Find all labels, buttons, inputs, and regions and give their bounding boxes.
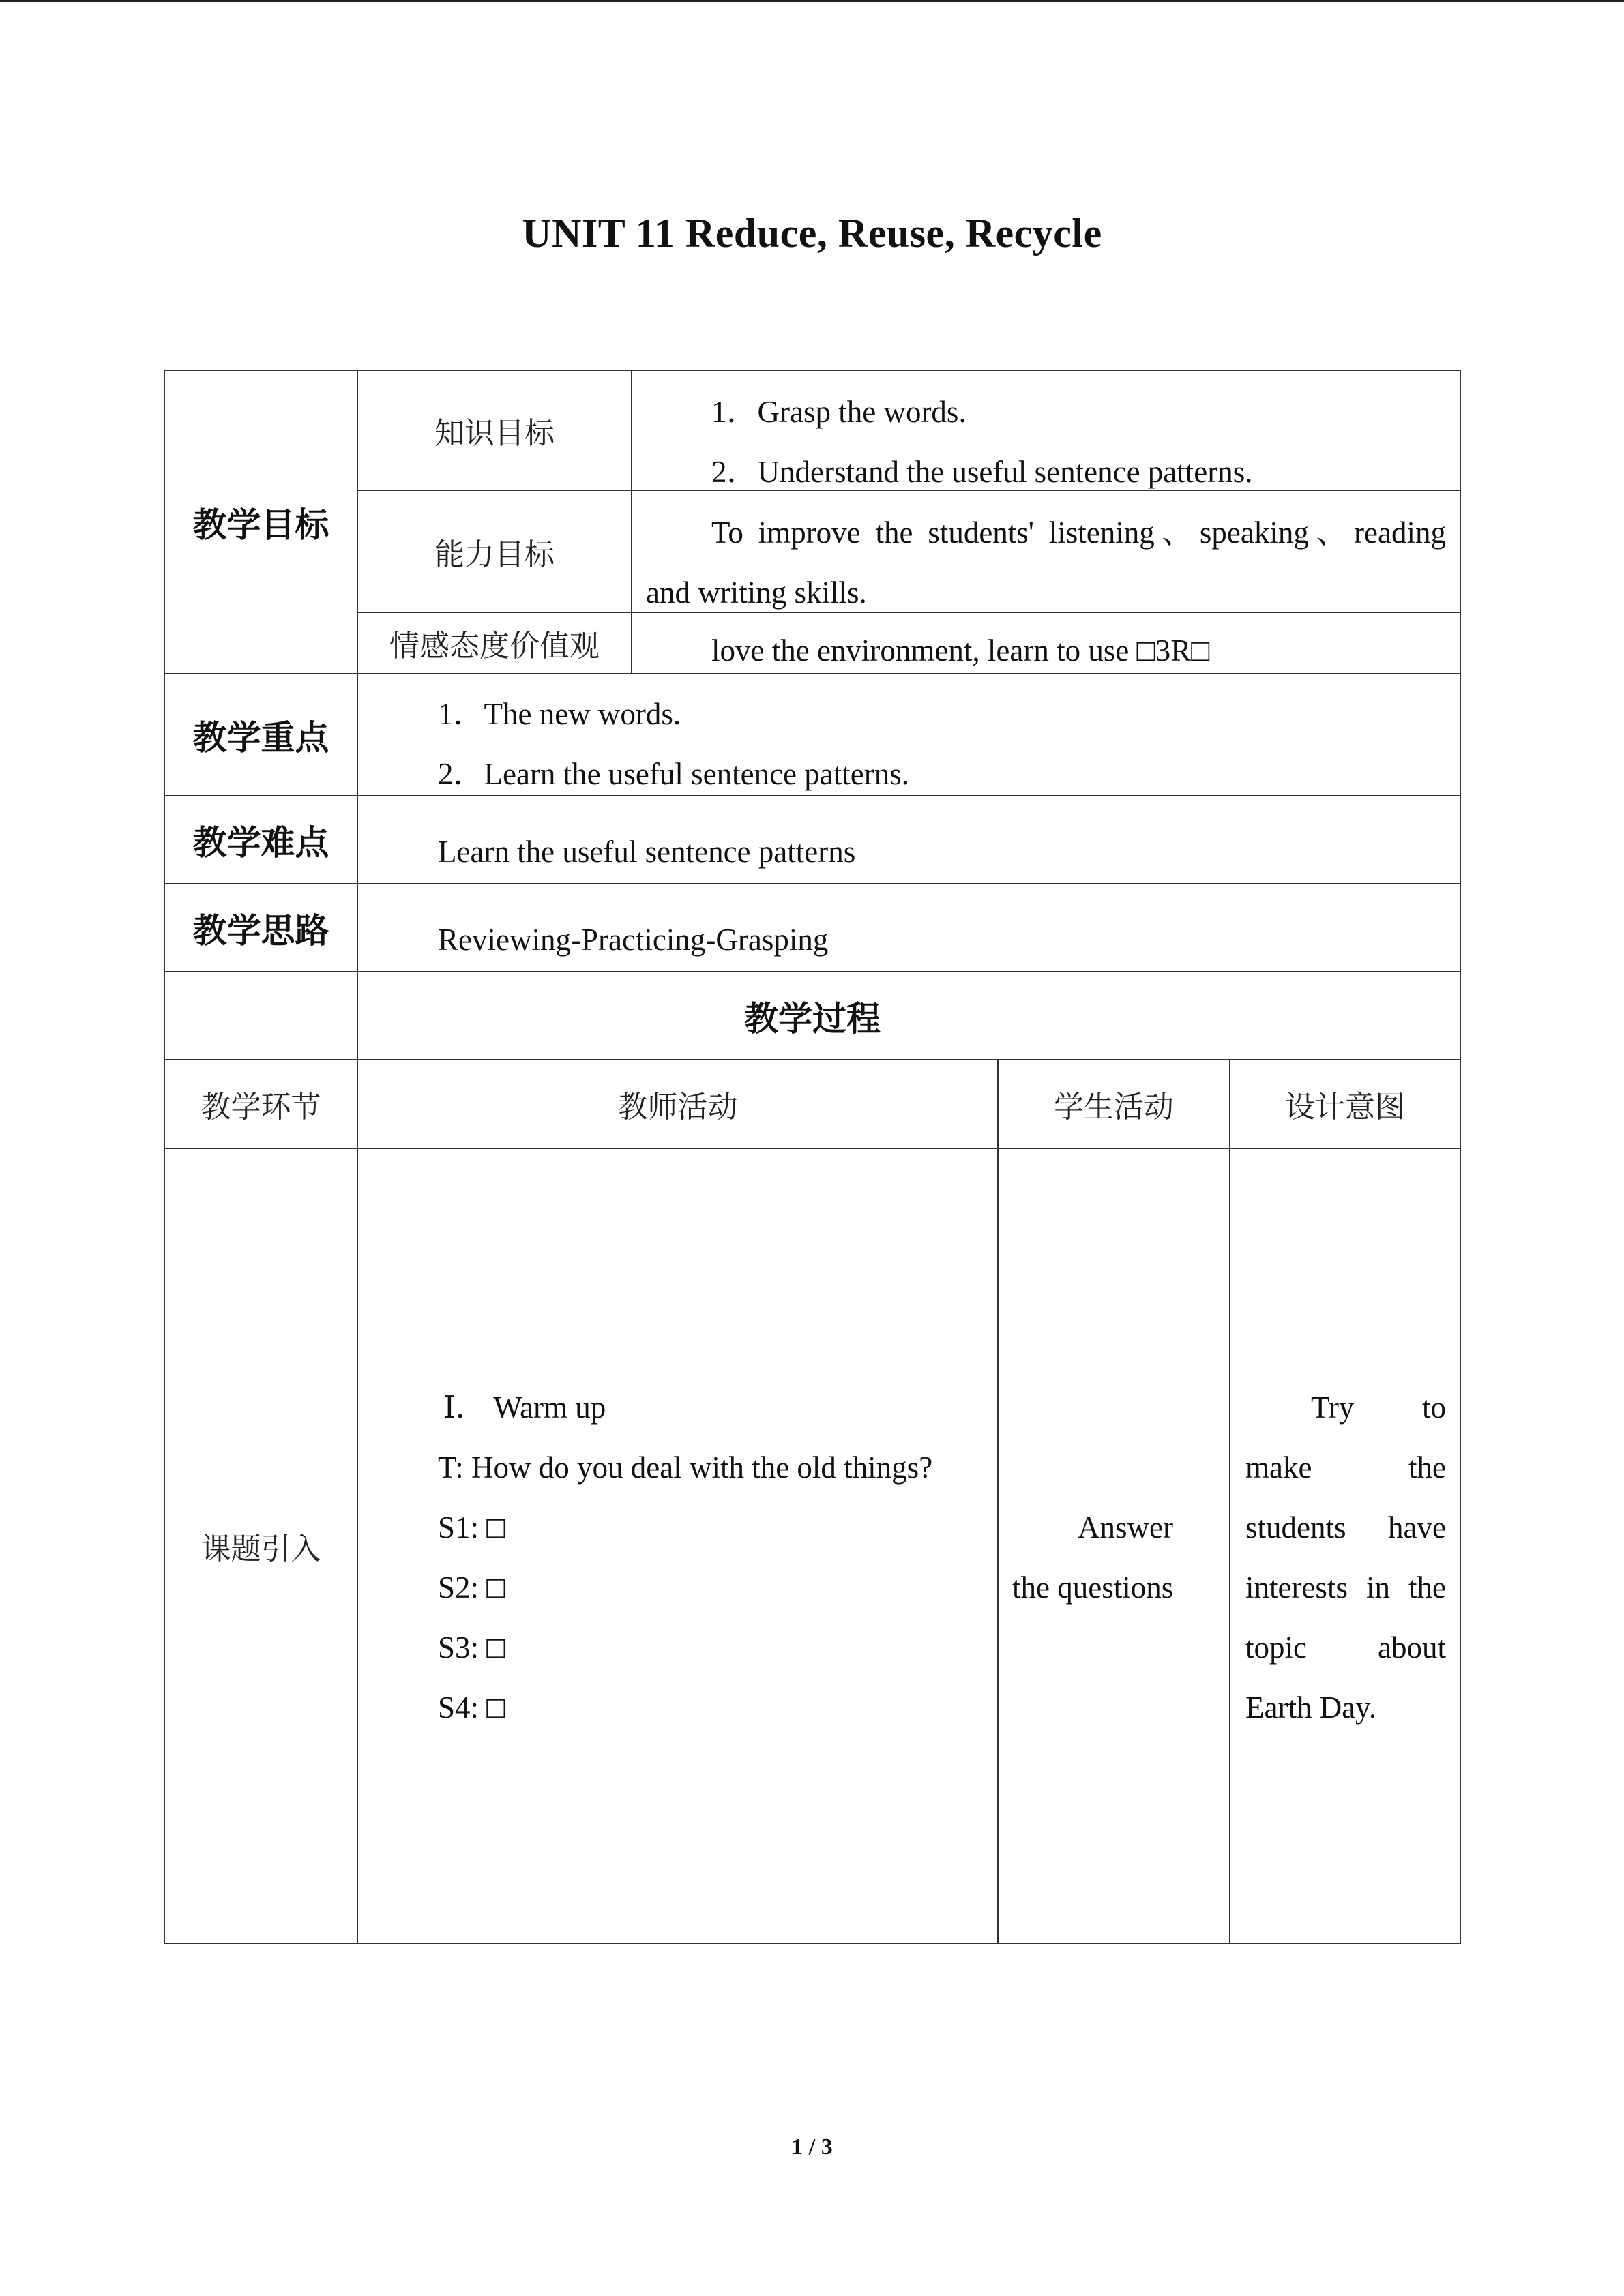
column-header-student-activity: 学生活动 <box>1054 1090 1174 1124</box>
student-activity-cell <box>1012 1497 1217 1617</box>
emotion-goal-text: love the environment, learn to use □3R□ <box>711 633 1210 668</box>
column-header-design-purpose: 设计意图 <box>1285 1090 1405 1124</box>
column-header-teacher-activity: 教师活动 <box>617 1090 738 1124</box>
ability-goal-line: To improve the students' listening、speaking、reading <box>711 516 1446 550</box>
knowledge-goal-line: 1．Grasp the words. <box>711 395 966 429</box>
student-activity-line: the questions <box>1012 1570 1174 1605</box>
process-heading: 教学过程 <box>744 998 881 1039</box>
knowledge-goal-line: 2．Understand the useful sentence patterns. <box>711 455 1253 489</box>
page-top-rule <box>0 0 1624 2</box>
column-divider <box>631 370 632 674</box>
stage-cell: 课题引入 <box>201 1532 321 1566</box>
teacher-activity-line: S3: □ <box>438 1630 505 1665</box>
difficulties-heading: 教学难点 <box>192 822 329 863</box>
approach-text: Reviewing-Practicing-Grasping <box>438 923 829 957</box>
key-points-text <box>438 684 1447 804</box>
objectives-heading: 教学目标 <box>192 505 329 545</box>
ability-goal-label: 能力目标 <box>434 537 555 572</box>
column-header-stage: 教学环节 <box>201 1090 321 1124</box>
knowledge-goal-label: 知识目标 <box>434 416 555 451</box>
document-title: UNIT 11 Reduce, Reuse, Recycle <box>522 211 1102 256</box>
student-activity-line: Answer <box>1078 1510 1173 1545</box>
key-points-heading: 教学重点 <box>192 717 329 758</box>
teacher-activity-line: T: How do you deal with the old things? <box>438 1450 933 1485</box>
teacher-activity-line: Ⅰ． Warm up <box>443 1390 606 1425</box>
ability-goal-text <box>646 503 1446 623</box>
design-purpose-line: make the <box>1245 1450 1446 1485</box>
approach-heading: 教学思路 <box>192 910 329 951</box>
key-point-line: 2．Learn the useful sentence patterns. <box>438 757 909 791</box>
teacher-activity-cell <box>438 1377 984 1738</box>
row-divider <box>164 1148 1461 1149</box>
design-purpose-line: interests in the <box>1245 1570 1446 1605</box>
design-purpose-line: Earth Day. <box>1245 1690 1376 1725</box>
ability-goal-line: and writing skills. <box>646 576 867 610</box>
teacher-activity-line: S4: □ <box>438 1690 505 1725</box>
design-purpose-cell <box>1245 1377 1446 1738</box>
column-divider <box>1229 1059 1230 1944</box>
row-divider <box>164 673 1461 674</box>
design-purpose-line: topic about <box>1245 1630 1446 1665</box>
emotion-goal-label: 情感态度价值观 <box>389 629 600 664</box>
teacher-activity-line: S1: □ <box>438 1510 505 1545</box>
column-divider <box>997 1059 999 1944</box>
difficulties-text: Learn the useful sentence patterns <box>438 835 856 869</box>
design-purpose-line: Try to <box>1311 1390 1446 1425</box>
design-purpose-line: students have <box>1245 1510 1446 1545</box>
teacher-activity-line: S2: □ <box>438 1570 505 1605</box>
knowledge-goal-text <box>711 382 1448 502</box>
column-divider <box>357 1059 358 1944</box>
page-number: 1 / 3 <box>791 2134 833 2160</box>
key-point-line: 1．The new words. <box>438 697 681 731</box>
